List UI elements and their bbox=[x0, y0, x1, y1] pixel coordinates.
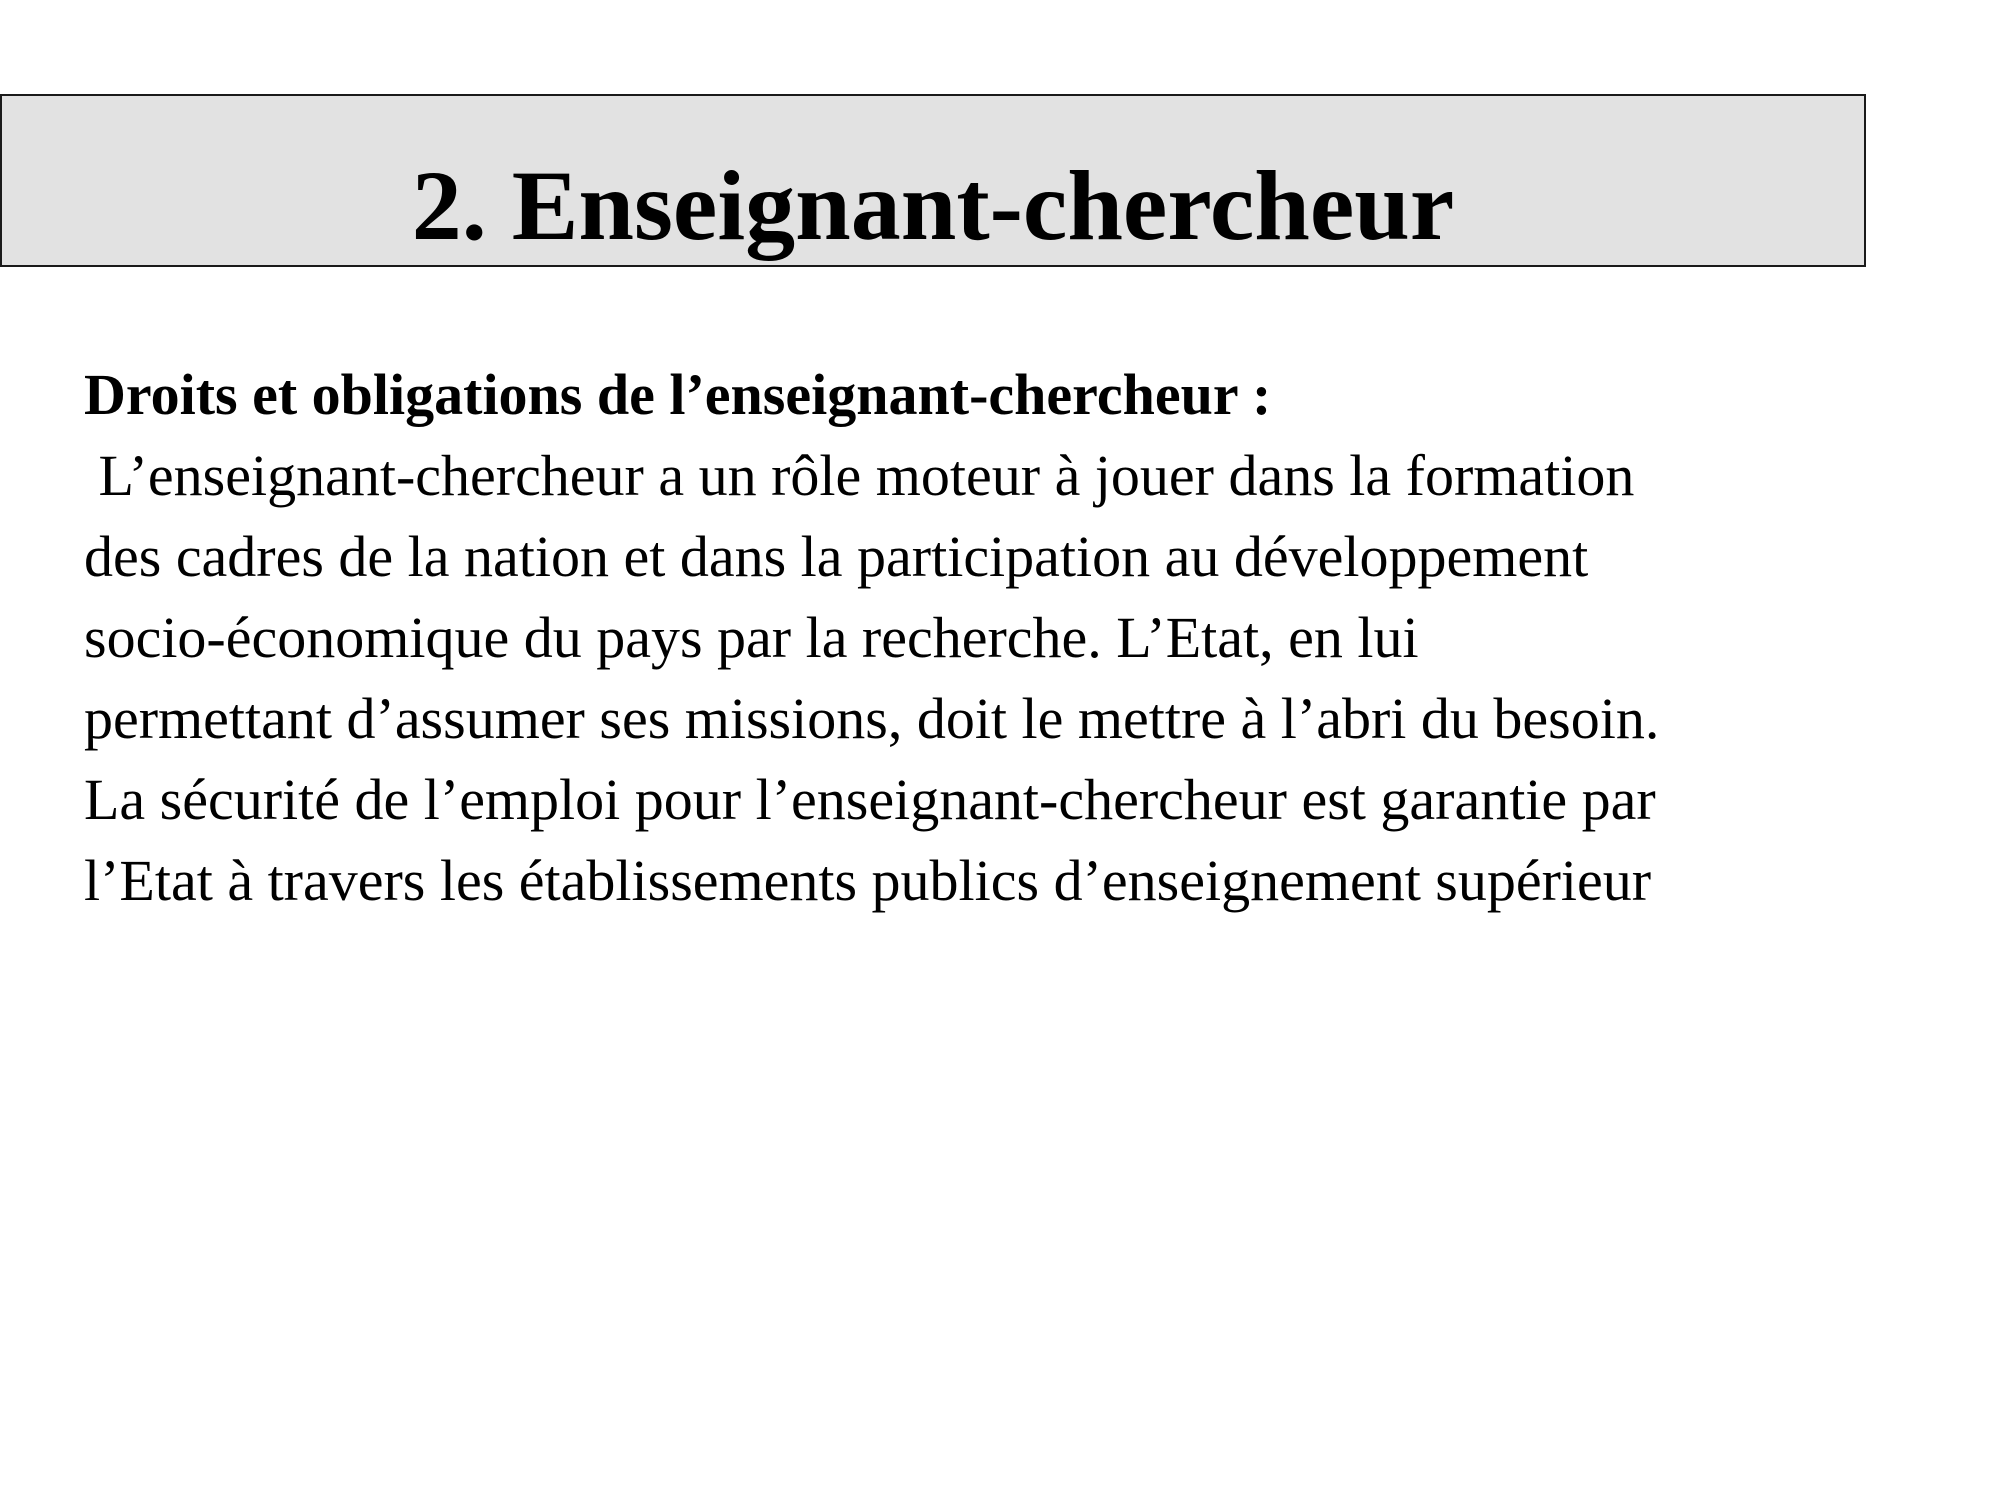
body-line-6: l’Etat à travers les établissements publics d’enseignement supérieur bbox=[84, 848, 1652, 913]
body-line-2: des cadres de la nation et dans la participation au développement bbox=[84, 524, 1589, 589]
body-line-1: L’enseignant-chercheur a un rôle moteur à jouer dans la formation bbox=[84, 443, 1635, 508]
body-line-5: La sécurité de l’emploi pour l’enseignant-chercheur est garantie par bbox=[84, 767, 1656, 832]
slide-content bbox=[84, 354, 1964, 921]
title-banner bbox=[0, 94, 1866, 267]
section-subheading: Droits et obligations de l’enseignant-chercheur : bbox=[84, 362, 1272, 427]
slide-title: 2. Enseignant-chercheur bbox=[411, 150, 1455, 261]
body-line-3: socio-économique du pays par la recherche. L’Etat, en lui bbox=[84, 605, 1419, 670]
body-line-4: permettant d’assumer ses missions, doit le mettre à l’abri du besoin. bbox=[84, 686, 1660, 751]
